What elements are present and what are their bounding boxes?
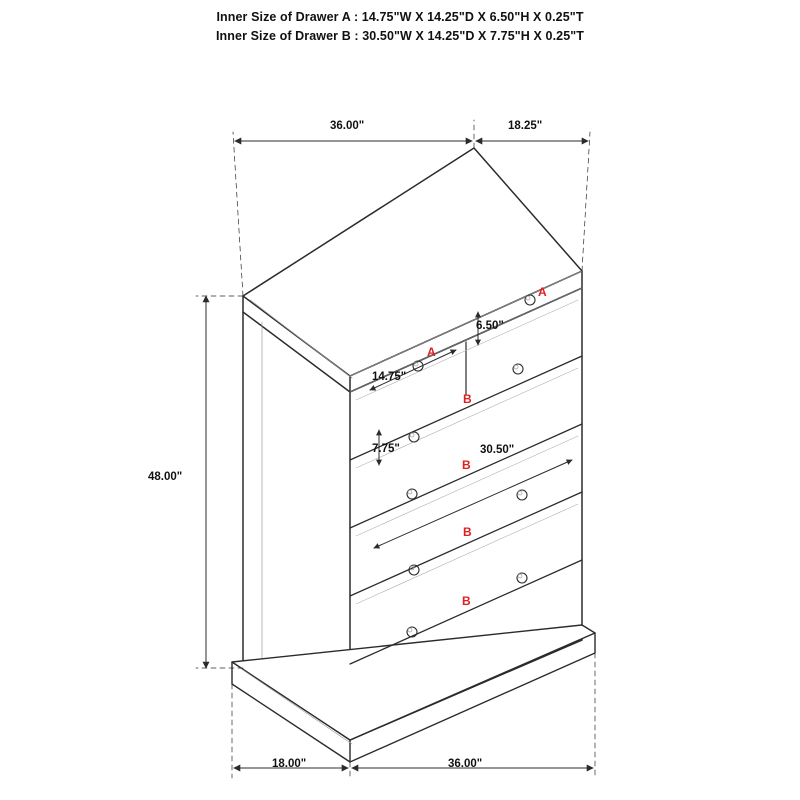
dim-bottom-side-depth: 18.00" xyxy=(272,758,307,770)
dim-top-side-depth: 18.25" xyxy=(508,120,543,132)
dim-drawer-b-height: 7.75" xyxy=(372,443,400,455)
drawer-tag-a-upper-right: A xyxy=(538,285,547,299)
dim-drawer-a-height: 6.50" xyxy=(476,320,504,332)
drawer-tag-b-row4: B xyxy=(462,594,471,608)
drawer-b-note: Inner Size of Drawer B : 30.50"W X 14.25"D X 7.75"H X 0.25"T xyxy=(215,29,585,43)
dim-drawer-a-width: 14.75" xyxy=(372,371,407,383)
drawer-tag-a-upper-left: A xyxy=(427,345,436,359)
drawer-tag-b-row2: B xyxy=(462,458,471,472)
dim-drawer-b-width: 30.50" xyxy=(480,444,515,456)
drawer-tag-b-row3: B xyxy=(463,525,472,539)
drawer-tag-b-row1: B xyxy=(463,392,472,406)
dim-overall-height: 48.00" xyxy=(148,471,183,483)
drawer-a-note: Inner Size of Drawer A : 14.75"W X 14.25"D X 6.50"H X 0.25"T xyxy=(216,10,584,24)
dim-top-front-width: 36.00" xyxy=(330,120,365,132)
dim-bottom-front-width: 36.00" xyxy=(448,758,483,770)
